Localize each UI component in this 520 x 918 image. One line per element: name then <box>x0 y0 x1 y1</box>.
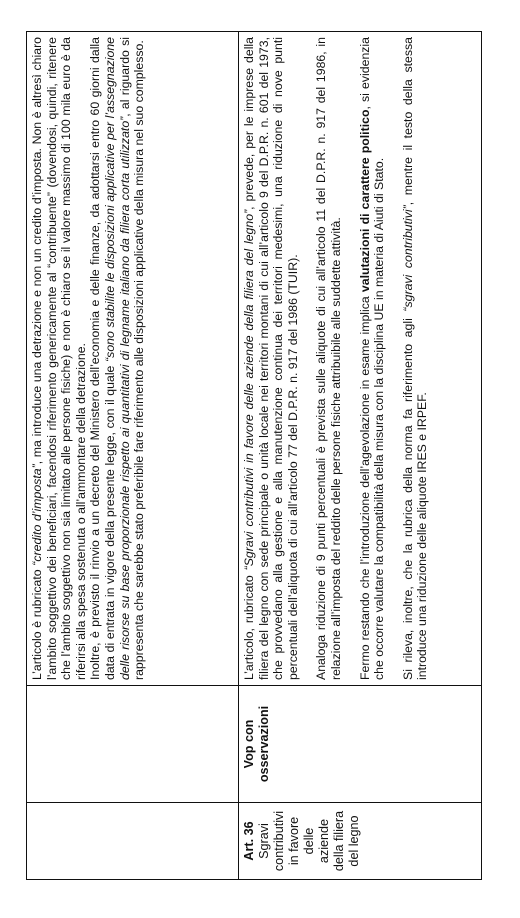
article-cell <box>239 803 482 880</box>
vote-cell-empty <box>27 686 239 803</box>
article-subject: Sgravi contributivi in favore delle aziende della filiera del legno <box>257 810 361 872</box>
observations-table <box>26 31 482 880</box>
observation-paragraph: L’articolo, rubricato “Sgravi contributivi in favore delle aziende della filiera del legno”, prevede, per le imprese della filiera del legno con sede principale o unità locale nei territori montani di cui all’articolo 9 del D.P.R. n. 601 del 1973, che provvedano alla gestione e alla manutenzione continua dei territori medesimi, una riduzione di nove punti percentuali dell’aliquota di cui all’articolo 77 del D.P.R. n. 917 del 1986 (TUIR). <box>242 37 300 680</box>
observation-paragraph: L’articolo è rubricato “credito d’imposta”, ma introduce una detrazione e non un credito d’imposta. Non è altresì chiaro l’ambito soggettivo dei beneficiari, facendosi riferimento genericamente al “contribuente” (dovendosi, quindi, ritenere che l’ambito soggettivo non sia limitato alle persone fisiche) e non è chiaro se il valore massimo di 100 mila euro è da riferirsi alla spesa sostenuta o all’ammontare della detrazione. <box>30 37 88 680</box>
table-row <box>27 32 239 880</box>
table-row <box>239 32 482 880</box>
observation-paragraph: Fermo restando che l’introduzione dell’agevolazione in esame implica valutazioni di carattere politico, si evidenzia che occorre valutare la compatibilità della misura con la disciplina UE in materia di Aiuti di Stato. <box>357 36 387 680</box>
observation-paragraph: Analoga riduzione di 9 punti percentuali è prevista sulle aliquote di cui all’articolo 11 del D.P.R. n. 917 del 1986, in relazione all’imposta del reddito delle persone fisiche attribuibile alle suddette attività. <box>314 37 343 680</box>
vote-cell <box>239 686 482 803</box>
observation-cell <box>27 32 239 686</box>
observation-cell <box>239 32 482 686</box>
article-cell-empty <box>27 803 239 880</box>
vote-label: Vop con osservazioni <box>242 705 271 783</box>
observation-paragraph: Inoltre, è previsto il rinvio a un decreto del Ministero dell’economia e delle finanze, da adottarsi entro 60 giorni dalla data di entrata in vigore della presente legge, con il quale “sono stabilite le disposizioni applicative per l’assegnazione delle risorse su base proporzionale rispetto ai quantitativi di legname italiano da filiera corta utilizzato”, al riguardo si rappresenta che sarebbe stato preferibile fare riferimento alle disposizioni applicative della misura nel suo complesso. <box>88 37 147 680</box>
observation-paragraph: Si rileva, inoltre, che la rubrica della norma fa riferimento agli “sgravi contributivi”, mentre il testo della stessa introduce una riduzione delle aliquote IRES e IRPEF. <box>400 36 430 680</box>
article-number: Art. 36 <box>242 821 256 861</box>
